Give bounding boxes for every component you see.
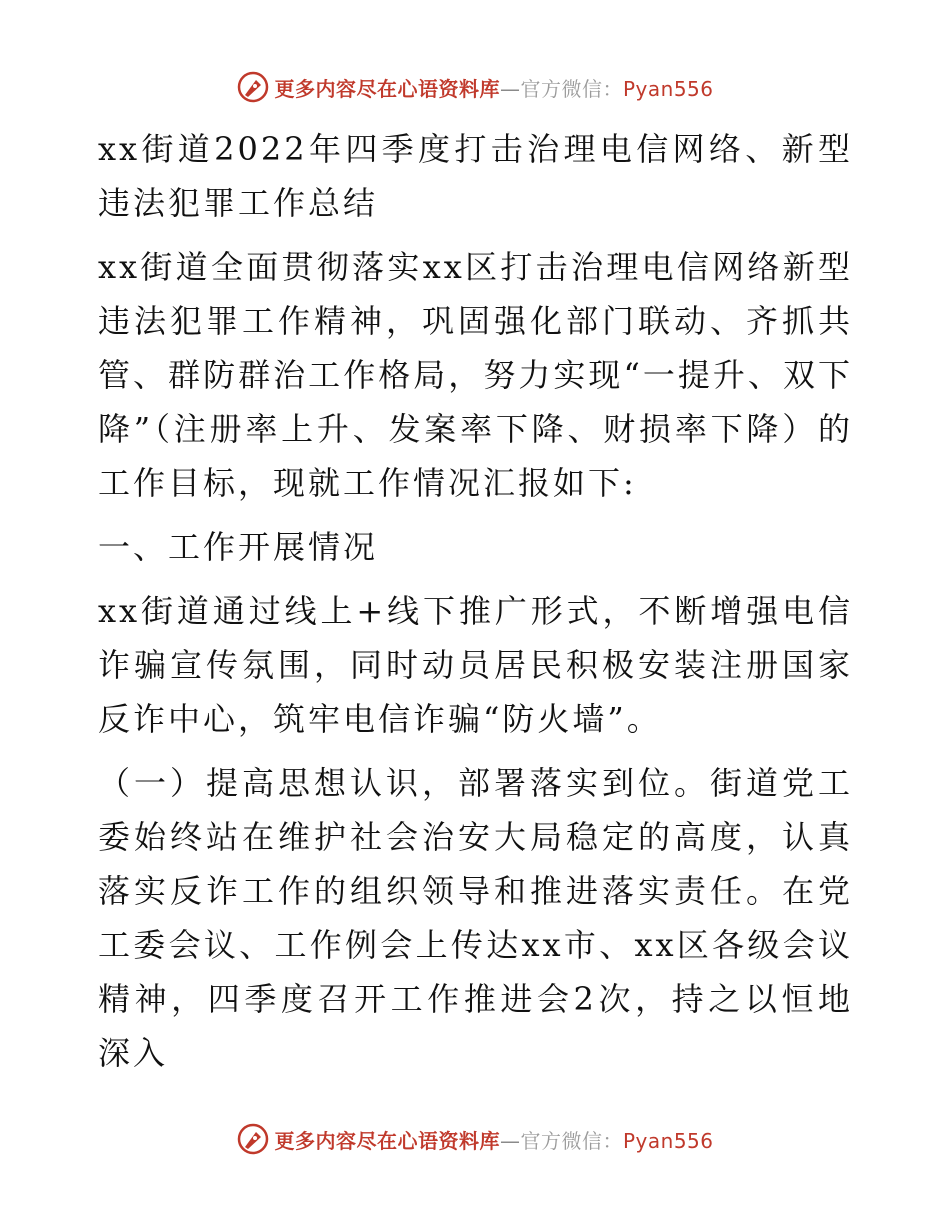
subsection-paragraph: （一）提高思想认识，部署落实到位。街道党工委始终站在维护社会治安大局稳定的高度，认真落实反诈工作的组织领导和推进落实责任。在党工委会议、工作例会上传达xx市、xx区各级会议精神，四季度召开工作推进会2次，持之以恒地深入 — [98, 764, 853, 1072]
watermark-account: Pyan556 — [622, 76, 714, 101]
watermark-text — [274, 1125, 713, 1154]
watermark-brand: 更多内容尽在心语资料库 — [274, 1128, 500, 1153]
section-paragraph: xx街道通过线上+线下推广形式，不断增强电信诈骗宣传氛围，同时动员居民积极安装注册国家反诈中心，筑牢电信诈骗“防火墙”。 — [98, 592, 853, 738]
document-body — [98, 122, 853, 1090]
watermark-separator: — — [499, 1128, 521, 1153]
watermark-brand: 更多内容尽在心语资料库 — [274, 76, 500, 101]
document-title: xx街道2022年四季度打击治理电信网络、新型违法犯罪工作总结 — [98, 130, 853, 222]
pen-nib-logo-icon — [236, 70, 270, 104]
watermark-wechat-label: 官方微信： — [520, 1128, 623, 1153]
section-heading: 一、工作开展情况 — [98, 528, 379, 566]
pen-nib-logo-icon — [236, 1122, 270, 1156]
watermark-separator: — — [499, 76, 521, 101]
watermark-footer — [0, 1122, 950, 1156]
watermark-wechat-label: 官方微信： — [520, 76, 623, 101]
watermark-text — [274, 73, 713, 102]
watermark-account: Pyan556 — [622, 1128, 714, 1153]
intro-paragraph: xx街道全面贯彻落实xx区打击治理电信网络新型违法犯罪工作精神，巩固强化部门联动、齐抓共管、群防群治工作格局，努力实现“一提升、双下降”（注册率上升、发案率下降、财损率下降）的工作目标，现就工作情况汇报如下: — [98, 248, 853, 502]
watermark-header — [0, 70, 950, 104]
